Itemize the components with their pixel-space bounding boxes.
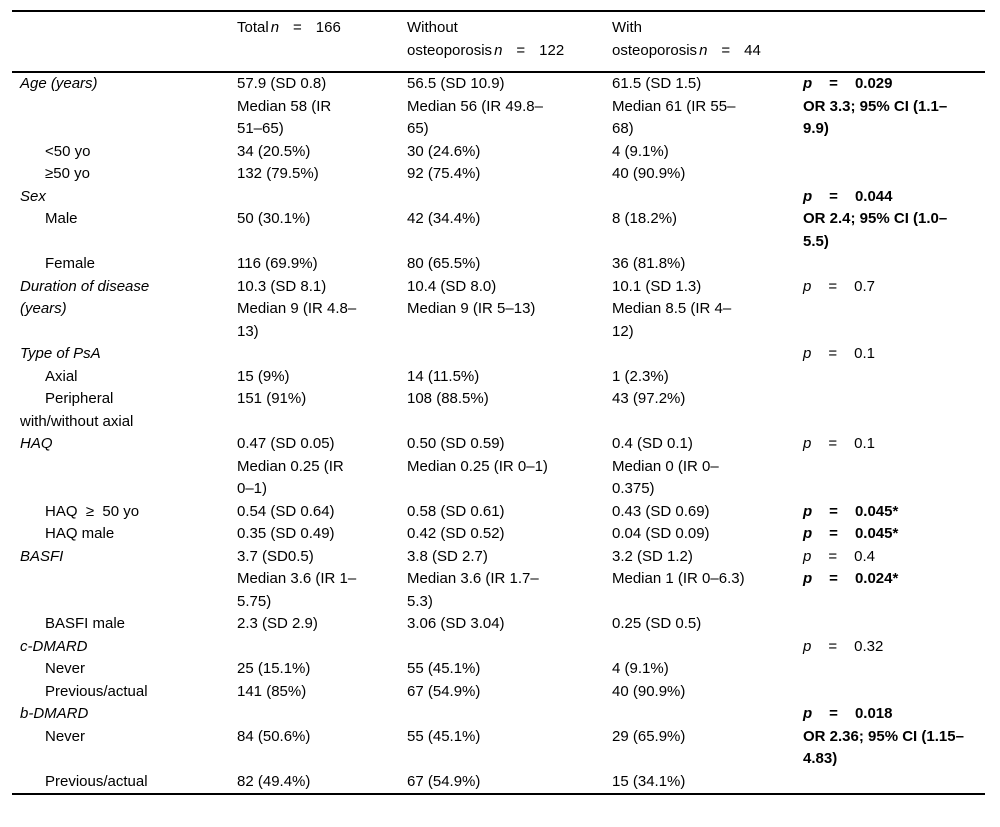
equals-sign: = — [828, 277, 838, 295]
table-row — [12, 276, 985, 299]
table-row — [12, 703, 985, 726]
equals-sign: = — [829, 570, 838, 587]
p-symbol: p — [803, 187, 813, 205]
stat-cell — [800, 658, 985, 681]
p-symbol: p — [803, 547, 812, 565]
without-osteoporosis-cell: 67 (54.9%) — [407, 682, 481, 700]
p-value — [803, 345, 875, 362]
with-osteoporosis-cell: Median 0 (IR 0–0.375) — [612, 457, 719, 497]
header-total-label: Total — [237, 19, 269, 36]
total-cell — [237, 343, 407, 366]
p-number: 0.1 — [854, 435, 875, 452]
total-cell: 3.7 (SD0.5) — [237, 547, 314, 565]
total-cell: 2.3 (SD 2.9) — [237, 615, 318, 632]
with-osteoporosis-cell: Median 1 (IR 0–6.3) — [612, 570, 745, 587]
header-without-count: 122 — [539, 41, 565, 59]
row-label: Duration of disease (years) — [20, 277, 154, 317]
stat-cell — [800, 141, 985, 164]
table-row — [12, 613, 985, 636]
header-total-line2 — [237, 17, 407, 40]
header-with-count: 44 — [744, 41, 761, 59]
row-label: Peripheral with/without axial — [20, 390, 134, 430]
row-label: c-DMARD — [20, 637, 88, 655]
header-with-column — [612, 11, 800, 72]
with-osteoporosis-cell: 29 (65.9%) — [612, 727, 686, 745]
with-osteoporosis-cell — [612, 186, 800, 209]
total-cell: 0.54 (SD 0.64) — [237, 502, 335, 520]
total-cell: 116 (69.9%) — [237, 255, 318, 272]
with-osteoporosis-cell: 0.43 (SD 0.69) — [612, 502, 710, 520]
table-row — [12, 433, 985, 456]
equals-sign: = — [293, 19, 302, 36]
table-row — [12, 771, 985, 795]
p-symbol: p — [803, 435, 812, 452]
total-cell: Median 0.25 (IR 0–1) — [237, 457, 344, 497]
without-osteoporosis-cell: Median 9 (IR 5–13) — [407, 300, 536, 317]
with-osteoporosis-cell — [612, 703, 800, 726]
row-label: HAQ — [20, 435, 53, 452]
table-row — [12, 636, 985, 659]
stat-cell — [800, 546, 985, 569]
table-row — [12, 388, 985, 433]
without-osteoporosis-cell: 80 (65.5%) — [407, 255, 481, 272]
without-osteoporosis-cell — [407, 703, 612, 726]
odds-ratio: OR 3.3; 95% CI (1.1–9.9) — [803, 97, 948, 137]
stub-header — [12, 11, 237, 72]
without-osteoporosis-cell: 0.42 (SD 0.52) — [407, 525, 505, 542]
without-osteoporosis-cell: 42 (34.4%) — [407, 210, 481, 227]
without-osteoporosis-cell: 10.4 (SD 8.0) — [407, 277, 497, 295]
p-number: 0.7 — [854, 277, 875, 295]
stat-cell — [800, 96, 985, 141]
stat-cell — [800, 726, 985, 771]
stat-cell — [800, 366, 985, 389]
without-osteoporosis-cell: Median 3.6 (IR 1.7–5.3) — [407, 570, 539, 610]
equals-sign: = — [516, 41, 526, 59]
stat-cell — [800, 343, 985, 366]
stat-cell — [800, 72, 985, 96]
p-number: 0.4 — [854, 547, 875, 565]
p-value — [803, 188, 892, 205]
stat-cell — [800, 523, 985, 546]
p-value — [803, 278, 875, 295]
total-cell: 25 (15.1%) — [237, 660, 311, 677]
with-osteoporosis-cell: 15 (34.1%) — [612, 772, 686, 790]
header-without-label: osteoporosis — [407, 41, 493, 59]
p-symbol: p — [803, 705, 813, 722]
n-symbol: n — [494, 41, 503, 59]
total-cell: 132 (79.5%) — [237, 165, 319, 182]
table-row — [12, 546, 985, 569]
without-osteoporosis-cell: Median 56 (IR 49.8–65) — [407, 97, 543, 137]
n-symbol: n — [699, 41, 708, 59]
with-osteoporosis-cell: 4 (9.1%) — [612, 142, 669, 160]
with-osteoporosis-cell: Median 8.5 (IR 4–12) — [612, 300, 732, 340]
with-osteoporosis-cell: 36 (81.8%) — [612, 255, 686, 272]
stat-cell — [800, 501, 985, 524]
without-osteoporosis-cell: 0.50 (SD 0.59) — [407, 435, 505, 452]
p-symbol: p — [803, 570, 813, 587]
row-label: Male — [45, 210, 78, 227]
p-symbol: p — [803, 502, 813, 520]
stat-cell — [800, 388, 985, 433]
stat-cell — [800, 703, 985, 726]
table-row — [12, 208, 985, 253]
stat-cell — [800, 771, 985, 795]
table-row — [12, 523, 985, 546]
row-label: <50 yo — [45, 142, 91, 160]
p-symbol: p — [803, 637, 812, 655]
table-row — [12, 366, 985, 389]
header-with-label: osteoporosis — [612, 41, 698, 59]
without-osteoporosis-cell: 30 (24.6%) — [407, 142, 481, 160]
equals-sign: = — [829, 525, 838, 542]
equals-sign: = — [829, 705, 838, 722]
header-without-line2 — [407, 40, 612, 63]
with-osteoporosis-cell: 8 (18.2%) — [612, 210, 678, 227]
with-osteoporosis-cell: 0.04 (SD 0.09) — [612, 525, 710, 542]
total-cell: 141 (85%) — [237, 682, 307, 700]
row-label: Axial — [45, 367, 78, 385]
stat-header — [800, 11, 985, 72]
comparison-table — [12, 10, 985, 795]
p-symbol: p — [803, 75, 813, 92]
without-osteoporosis-cell — [407, 186, 612, 209]
header-with-line2 — [612, 40, 800, 63]
with-osteoporosis-cell: 1 (2.3%) — [612, 367, 669, 385]
row-label: Never — [45, 660, 86, 677]
p-symbol: p — [803, 525, 813, 542]
total-cell: 34 (20.5%) — [237, 142, 311, 160]
without-osteoporosis-cell: 0.58 (SD 0.61) — [407, 502, 505, 520]
row-label: HAQ male — [45, 525, 115, 542]
table-row — [12, 72, 985, 96]
total-cell: Median 58 (IR 51–65) — [237, 97, 332, 137]
odds-ratio: OR 2.4; 95% CI (1.0–5.5) — [803, 210, 948, 250]
table-row — [12, 681, 985, 704]
row-label: BASFI — [20, 547, 64, 565]
with-osteoporosis-cell: 0.4 (SD 0.1) — [612, 435, 693, 452]
table-row — [12, 658, 985, 681]
table-row — [12, 726, 985, 771]
equals-sign: = — [721, 41, 731, 59]
row-label: Female — [45, 255, 96, 272]
p-number: 0.024* — [854, 570, 899, 587]
total-cell: 84 (50.6%) — [237, 727, 311, 745]
header-total-column — [237, 11, 407, 72]
with-osteoporosis-cell: Median 61 (IR 55–68) — [612, 97, 736, 137]
row-label: Age (years) — [20, 75, 98, 92]
table-row — [12, 343, 985, 366]
without-osteoporosis-cell: 3.06 (SD 3.04) — [407, 615, 505, 632]
p-value — [803, 548, 875, 565]
equals-sign: = — [829, 187, 838, 205]
with-osteoporosis-cell — [612, 343, 800, 366]
total-cell: 0.47 (SD 0.05) — [237, 435, 335, 452]
without-osteoporosis-cell — [407, 636, 612, 659]
with-osteoporosis-cell: 40 (90.9%) — [612, 165, 686, 182]
without-osteoporosis-cell: 55 (45.1%) — [407, 727, 481, 745]
p-value — [803, 503, 898, 520]
total-cell: 151 (91%) — [237, 390, 307, 407]
p-symbol: p — [803, 277, 812, 295]
header-with-line1: With — [612, 19, 642, 36]
equals-sign: = — [828, 637, 838, 655]
with-osteoporosis-cell: 40 (90.9%) — [612, 682, 686, 700]
without-osteoporosis-cell: 56.5 (SD 10.9) — [407, 75, 505, 92]
total-cell: Median 9 (IR 4.8–13) — [237, 300, 357, 340]
with-osteoporosis-cell: 10.1 (SD 1.3) — [612, 277, 702, 295]
stat-cell — [800, 433, 985, 456]
header-row — [12, 11, 985, 72]
stat-cell — [800, 253, 985, 276]
table-row — [12, 501, 985, 524]
p-value — [803, 705, 892, 722]
with-osteoporosis-cell: 43 (97.2%) — [612, 390, 686, 407]
row-label: HAQ ≥ 50 yo — [45, 502, 140, 520]
stat-cell — [800, 613, 985, 636]
equals-sign: = — [829, 502, 838, 520]
total-cell — [237, 186, 407, 209]
stat-cell — [800, 208, 985, 253]
with-osteoporosis-cell: 0.25 (SD 0.5) — [612, 615, 702, 632]
total-cell — [237, 636, 407, 659]
stat-cell — [800, 456, 985, 501]
without-osteoporosis-cell: 67 (54.9%) — [407, 772, 481, 790]
row-label: Type of PsA — [20, 345, 101, 362]
equals-sign: = — [829, 75, 838, 92]
without-osteoporosis-cell — [407, 343, 612, 366]
row-label: Previous/actual — [45, 682, 148, 700]
stat-cell — [800, 163, 985, 186]
table-row — [12, 163, 985, 186]
with-osteoporosis-cell — [612, 636, 800, 659]
without-osteoporosis-cell: 92 (75.4%) — [407, 165, 481, 182]
p-symbol: p — [803, 345, 812, 362]
total-cell — [237, 703, 407, 726]
total-cell: Median 3.6 (IR 1–5.75) — [237, 570, 357, 610]
row-label: Never — [45, 727, 86, 745]
table-body — [12, 72, 985, 794]
p-number: 0.018 — [854, 705, 893, 722]
equals-sign: = — [828, 435, 838, 452]
total-cell: 50 (30.1%) — [237, 210, 311, 227]
n-symbol: n — [270, 19, 280, 36]
p-number: 0.1 — [854, 345, 875, 362]
stat-cell — [800, 568, 985, 613]
with-osteoporosis-cell: 4 (9.1%) — [612, 660, 669, 677]
row-label: b-DMARD — [20, 705, 89, 722]
with-osteoporosis-cell: 3.2 (SD 1.2) — [612, 547, 693, 565]
table-row — [12, 186, 985, 209]
table-row — [12, 253, 985, 276]
header-without-column — [407, 11, 612, 72]
without-osteoporosis-cell: 108 (88.5%) — [407, 390, 489, 407]
header-without-line1: Without — [407, 19, 458, 36]
without-osteoporosis-cell: Median 0.25 (IR 0–1) — [407, 457, 548, 475]
p-number: 0.045* — [854, 525, 899, 542]
without-osteoporosis-cell: 14 (11.5%) — [407, 367, 480, 385]
total-cell: 57.9 (SD 0.8) — [237, 75, 327, 92]
total-cell: 10.3 (SD 8.1) — [237, 277, 327, 295]
p-value — [803, 638, 883, 655]
p-number: 0.32 — [854, 637, 884, 655]
equals-sign: = — [828, 547, 838, 565]
p-value — [803, 75, 892, 92]
row-label: BASFI male — [45, 615, 126, 632]
total-cell: 0.35 (SD 0.49) — [237, 525, 335, 542]
total-cell: 82 (49.4%) — [237, 772, 311, 790]
table-header — [12, 11, 985, 72]
p-number: 0.029 — [854, 75, 893, 92]
with-osteoporosis-cell: 61.5 (SD 1.5) — [612, 75, 702, 92]
p-number: 0.044 — [854, 187, 893, 205]
row-label: Previous/actual — [45, 772, 148, 790]
stat-cell — [800, 186, 985, 209]
stat-cell — [800, 276, 985, 299]
p-number: 0.045* — [854, 502, 899, 520]
p-value — [803, 525, 898, 542]
odds-ratio: OR 2.36; 95% CI (1.15–4.83) — [803, 727, 964, 767]
equals-sign: = — [828, 345, 838, 362]
stat-cell — [800, 681, 985, 704]
row-label: Sex — [20, 187, 46, 205]
without-osteoporosis-cell: 3.8 (SD 2.7) — [407, 547, 488, 565]
p-value — [803, 570, 898, 587]
p-value — [803, 435, 875, 452]
stat-cell — [800, 298, 985, 343]
row-label: ≥50 yo — [45, 165, 90, 182]
table-row — [12, 141, 985, 164]
header-total-count: 166 — [315, 19, 341, 36]
without-osteoporosis-cell: 55 (45.1%) — [407, 660, 481, 677]
total-cell: 15 (9%) — [237, 367, 290, 385]
stat-cell — [800, 636, 985, 659]
